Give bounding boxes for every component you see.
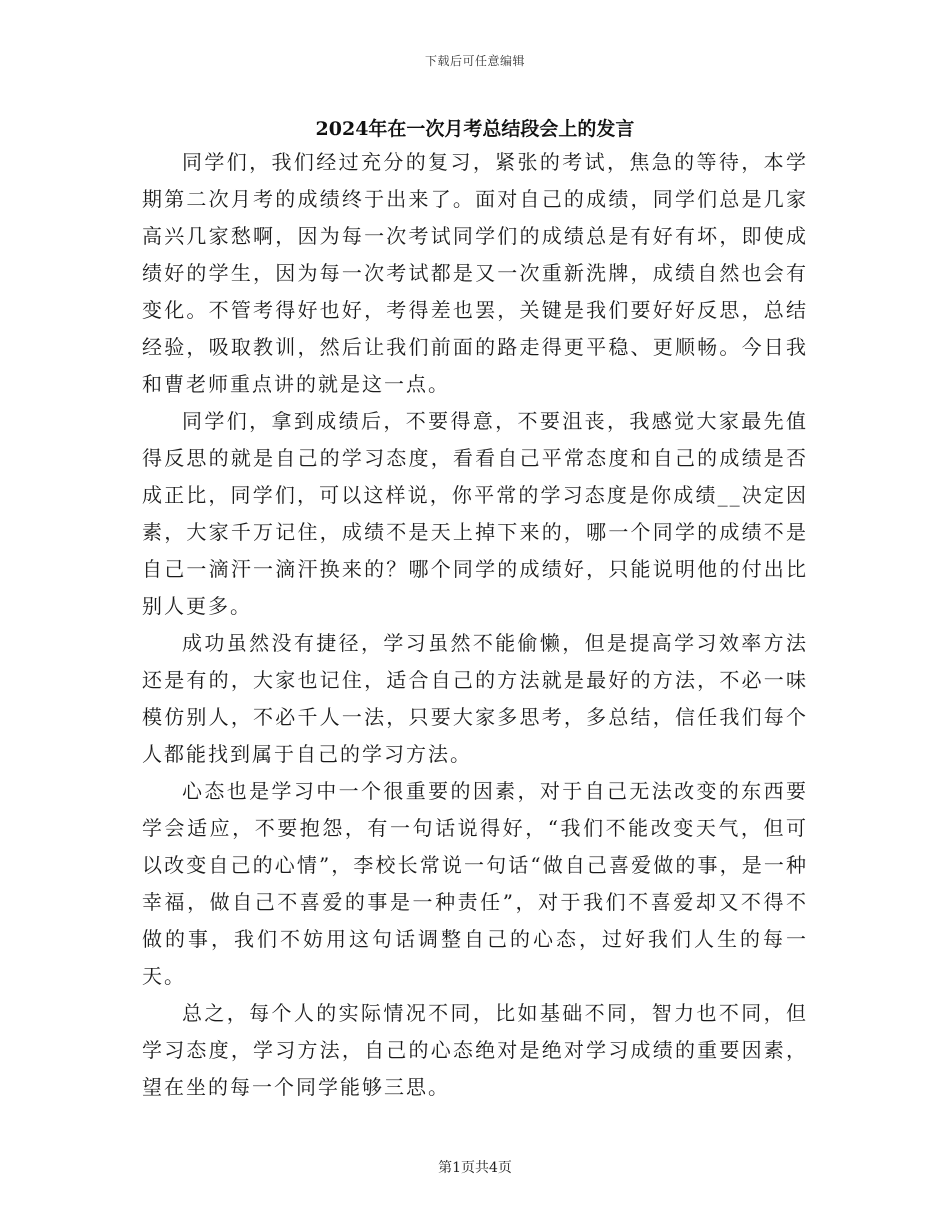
paragraph-1: 同学们，我们经过充分的复习，紧张的考试，焦急的等待，本学期第二次月考的成绩终于出来了。面对自己的成绩，同学们总是几家高兴几家愁啊，因为每一次考试同学们的成绩总是有好有坏，即使成绩好的学生，因为每一次考试都是又一次重新洗牌，成绩自然也会有变化。不管考得好也好，考得差也罢，关键是我们要好好反思，总结经验，吸取教训，然后让我们前面的路走得更平稳、更顺畅。今日我和曹老师重点讲的就是这一点。 [142,150,808,396]
paragraph-3: 成功虽然没有捷径，学习虽然不能偷懒，但是提高学习效率方法还是有的，大家也记住，适合自己的方法就是最好的方法，不必一味模仿别人，不必千人一法，只要大家多思考，多总结，信任我们每个人都能找到属于自己的学习方法。 [142,631,808,766]
paragraph-2: 同学们，拿到成绩后，不要得意，不要沮丧，我感觉大家最先值得反思的就是自己的学习态度，看看自己平常态度和自己的成绩是否成正比，同学们，可以这样说，你平常的学习态度是你成绩__决定因素，大家千万记住，成绩不是天上掉下来的，哪一个同学的成绩不是自己一滴汗一滴汗换来的？哪个同学的成绩好，只能说明他的付出比别人更多。 [142,409,808,618]
document-title: 2024年在一次月考总结段会上的发言 [315,118,635,140]
header-note: 下载后可任意编辑 [424,54,525,68]
document-body [142,144,808,1106]
paragraph-5: 总之，每个人的实际情况不同，比如基础不同，智力也不同，但学习态度，学习方法，自己的心态绝对是绝对学习成绩的重要因素，望在坐的每一个同学能够三思。 [142,1001,808,1099]
paragraph-4: 心态也是学习中一个很重要的因素，对于自己无法改变的东西要学会适应，不要抱怨，有一句话说得好，“我们不能改变天气，但可以改变自己的心情”，李校长常说一句话“做自己喜爱做的事，是一种幸福，做自己不喜爱的事是一种责任”，对于我们不喜爱却又不得不做的事，我们不妨用这句话调整自己的心态，过好我们人生的每一天。 [142,779,808,988]
page-number: 第1页共4页 [438,1160,512,1176]
